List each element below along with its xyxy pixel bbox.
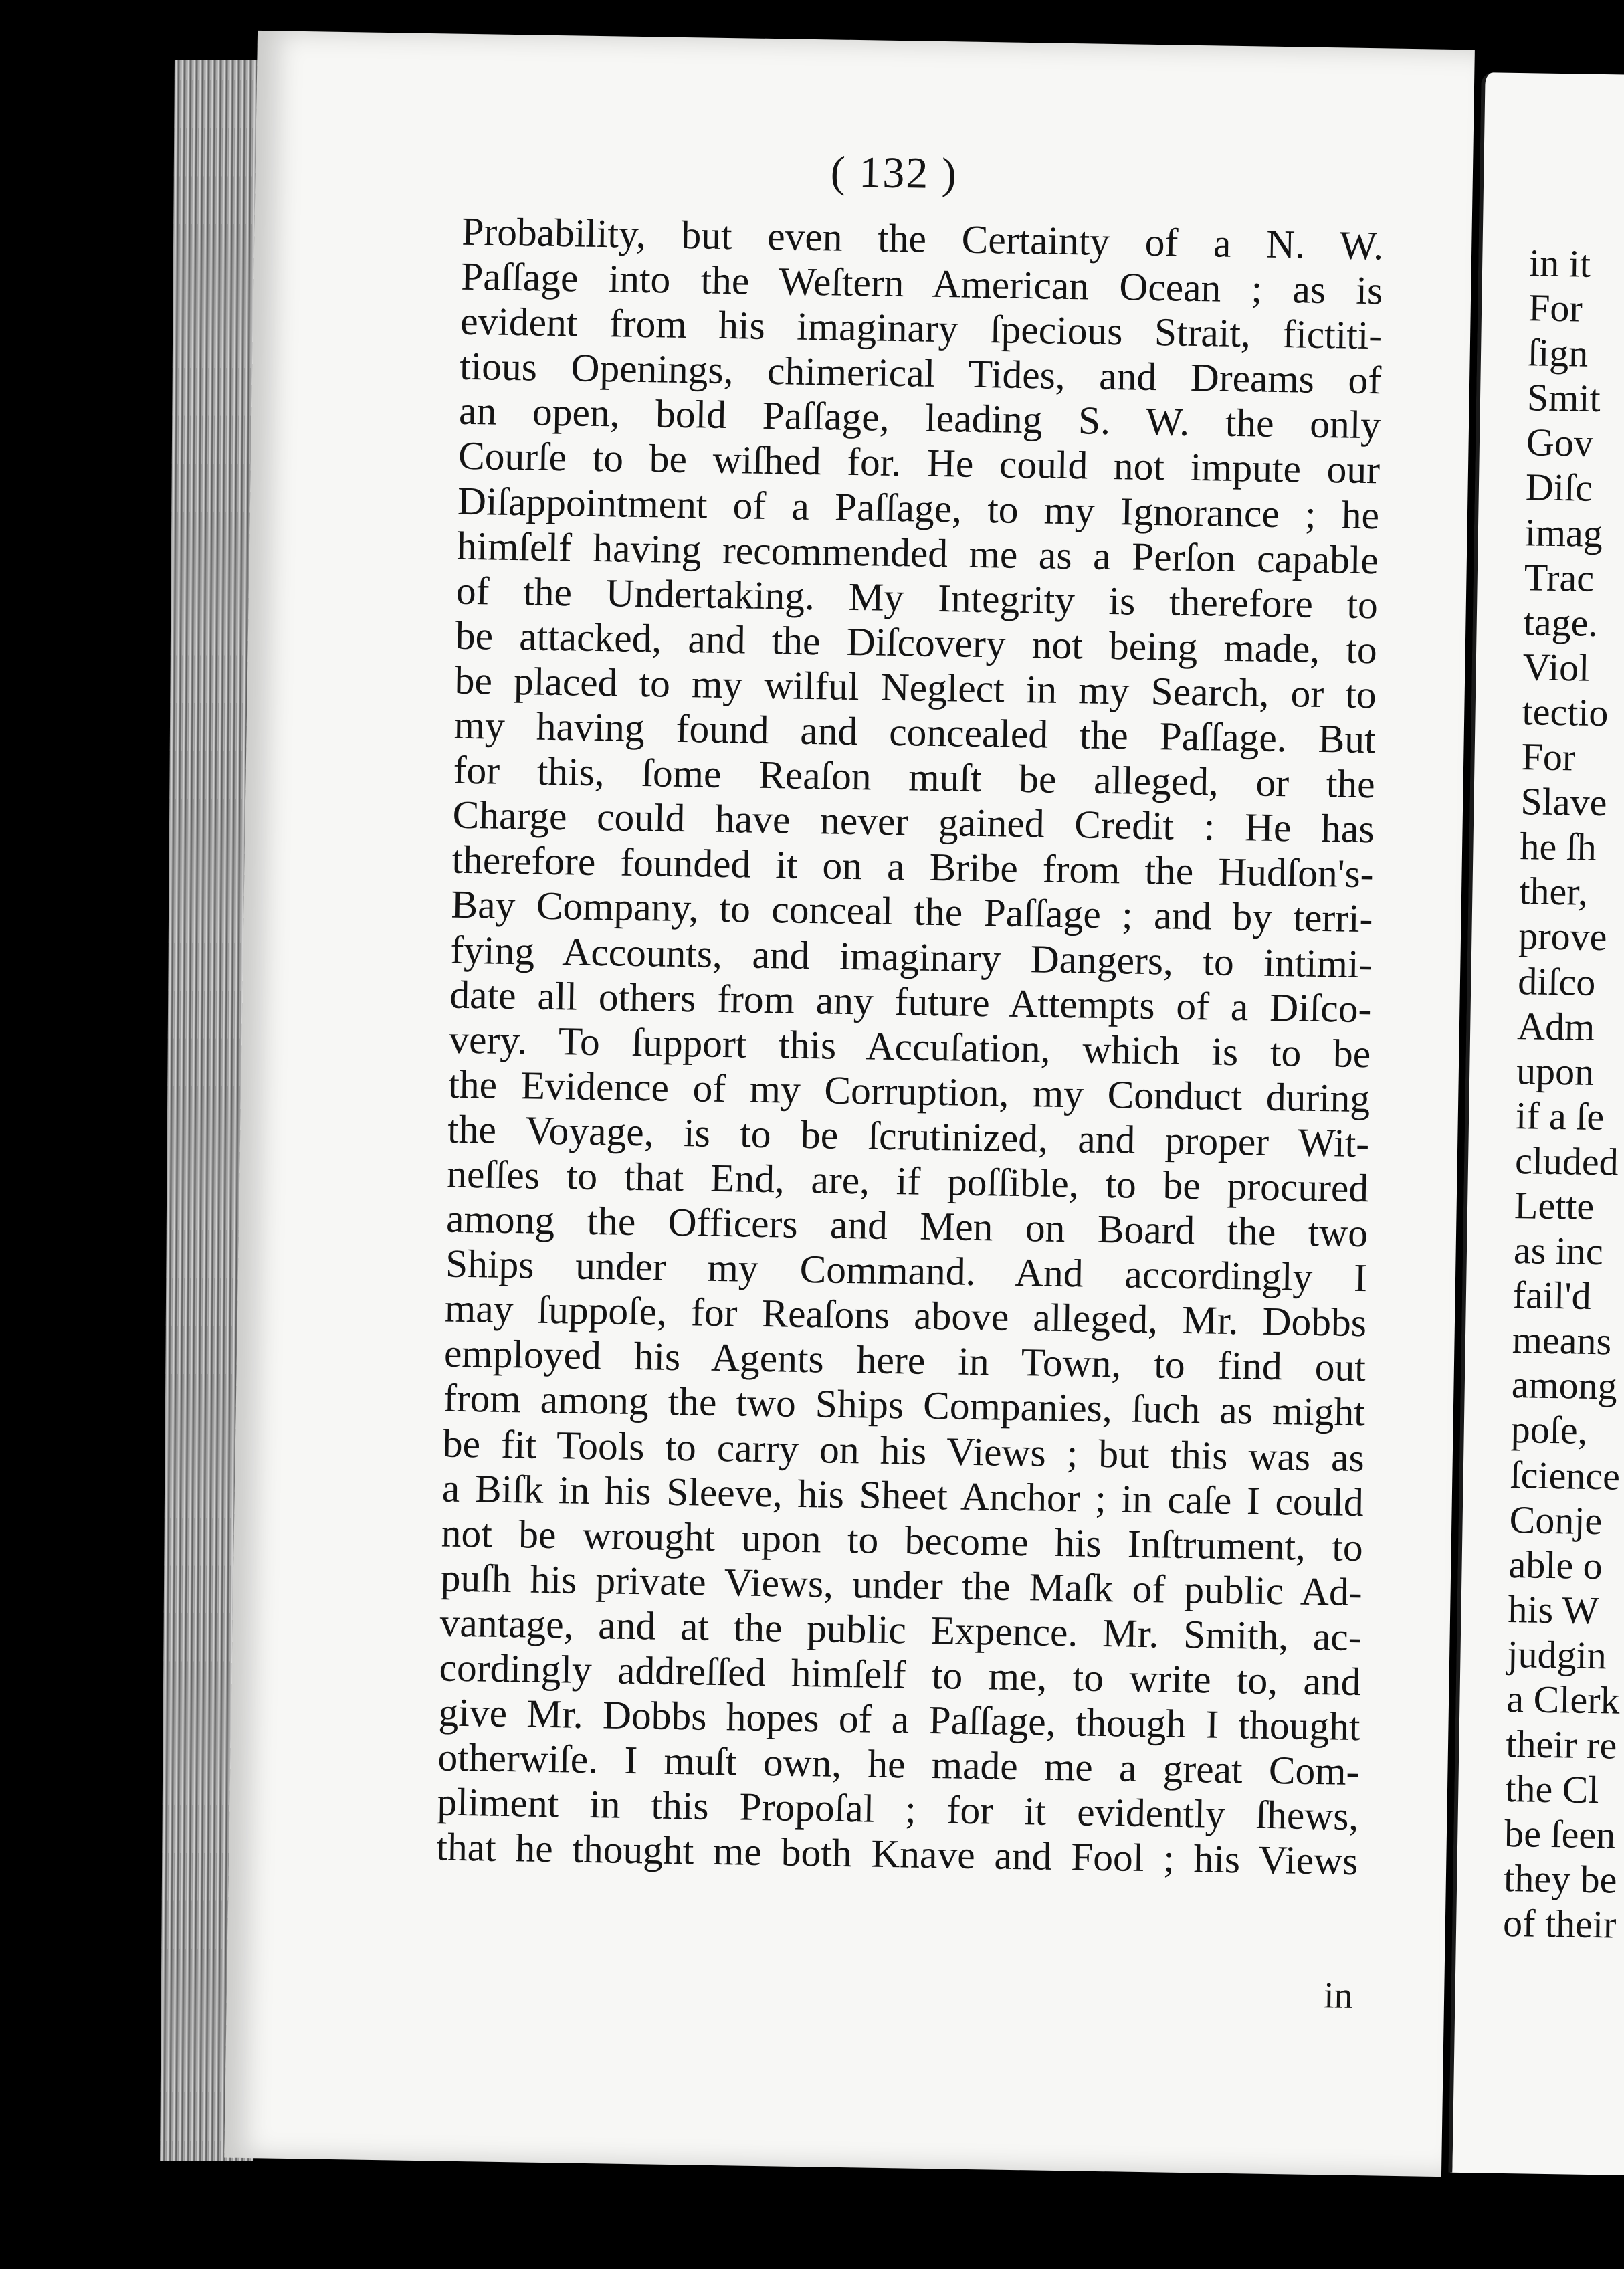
text-line: be ſeen — [1504, 1811, 1616, 1857]
text-line: ſign — [1527, 330, 1589, 375]
text-line: For — [1521, 734, 1576, 779]
text-line: from among the two Ships Companies, ſuch as might — [443, 1375, 1366, 1435]
text-line: may ſuppoſe, for Reaſons above alleged, Mr. Dobbs — [444, 1286, 1367, 1345]
text-line: be fit Tools to carry on his Views ; but this was as — [442, 1421, 1365, 1480]
left-page — [224, 31, 1475, 2177]
facing-page-text — [1503, 240, 1624, 1949]
text-line: of the Undertaking. My Integrity is therefore to — [455, 568, 1379, 627]
text-line: if a ſe — [1515, 1093, 1605, 1139]
text-line: in it — [1528, 241, 1591, 286]
text-line: fying Accounts, and imaginary Dangers, to intimi- — [450, 927, 1373, 986]
text-line: otherwiſe. I muſt own, he made me a great Com- — [437, 1735, 1360, 1794]
text-line: ſcience — [1510, 1452, 1621, 1498]
text-line: as inc — [1513, 1228, 1604, 1274]
text-line: a Clerk — [1506, 1677, 1621, 1722]
text-line: date all others from any future Attempts of a Diſco- — [449, 972, 1372, 1031]
text-line: upon — [1516, 1048, 1595, 1094]
text-line: puſh his private Views, under the Maſk of public Ad- — [440, 1555, 1363, 1614]
text-line: tage. — [1523, 599, 1599, 645]
text-line: of their — [1502, 1901, 1617, 1947]
text-line: Conje — [1509, 1497, 1603, 1543]
text-line: Charge could have never gained Credit : He has — [452, 792, 1375, 852]
text-line: therefore founded it on a Bribe from the Hudſon's- — [451, 837, 1375, 896]
text-line: Diſc — [1525, 465, 1593, 510]
text-line: cluded — [1514, 1138, 1619, 1184]
text-line: Trac — [1524, 555, 1595, 600]
text-line: employed his Agents here in Town, to find out — [443, 1330, 1366, 1390]
text-line: able o — [1508, 1542, 1603, 1587]
text-line: give Mr. Dobbs hopes of a Paſſage, though I thought — [438, 1690, 1360, 1749]
text-line: among — [1511, 1363, 1618, 1408]
text-line: fail'd — [1512, 1273, 1592, 1318]
facing-page — [1448, 72, 1624, 2175]
text-line: Viol — [1522, 645, 1590, 690]
text-line: the Voyage, is to be ſcrutinized, and proper Wit- — [447, 1106, 1370, 1166]
text-line: vantage, and at the public Expence. Mr. Smith, ac- — [439, 1600, 1362, 1660]
text-line: tious Openings, chimerical Tides, and Dreams of — [459, 343, 1382, 403]
text-line: the Cl — [1504, 1767, 1600, 1812]
text-line: Ships under my Command. And accordingly I — [445, 1241, 1368, 1300]
text-line: Lette — [1514, 1183, 1595, 1228]
text-line: Courſe to be wiſhed for. He could not impute our — [458, 433, 1381, 492]
text-line: my having found and concealed the Paſſage. But — [453, 702, 1377, 762]
text-line: among the Officers and Men on Board the two — [445, 1196, 1368, 1256]
text-line: poſe, — [1510, 1407, 1588, 1453]
text-line: Diſappointment of a Paſſage, to my Ignorance ; he — [457, 478, 1380, 537]
text-line: for this, ſome Reaſon muſt be alleged, or the — [453, 747, 1376, 807]
text-line: Smit — [1526, 375, 1601, 421]
text-line: an open, bold Paſſage, leading S. W. the only — [458, 389, 1381, 448]
text-line: diſco — [1517, 959, 1596, 1004]
body-text — [436, 209, 1384, 1884]
text-line: tectio — [1522, 690, 1609, 735]
text-line: Bay Company, to conceal the Paſſage ; and by terri- — [451, 882, 1373, 941]
text-line: very. To ſupport this Accuſation, which is to be — [448, 1017, 1371, 1076]
text-line: the Evidence of my Corruption, my Conduct during — [447, 1062, 1371, 1120]
text-line: himſelf having recommended me as a Perſon capable — [456, 523, 1379, 582]
text-line: they be — [1503, 1856, 1617, 1902]
text-line: Probability, but even the Certainty of a N. W. — [461, 209, 1384, 268]
text-line: be attacked, and the Diſcovery not being made, to — [455, 613, 1378, 672]
text-line: their re — [1505, 1722, 1617, 1767]
text-line: imag — [1524, 510, 1603, 555]
text-line: means — [1512, 1318, 1612, 1363]
text-line: not be wrought upon to become his Inſtrument, to — [441, 1510, 1364, 1569]
text-line: he ſh — [1520, 824, 1597, 870]
text-line: Adm — [1516, 1003, 1595, 1049]
text-line: judgin — [1507, 1632, 1607, 1678]
text-line: that he thought me both Knave and Fool ; his Views — [435, 1824, 1358, 1884]
page-number: ( 132 ) — [830, 147, 958, 199]
text-line: a Biſk in his Sleeve, his Sheet Anchor ; in caſe I could — [441, 1466, 1364, 1524]
catchword: in — [1323, 1975, 1354, 2017]
text-line: be placed to my wilful Neglect in my Search, or to — [454, 658, 1377, 717]
text-line: neſſes to that End, are, if poſſible, to be procured — [446, 1151, 1369, 1211]
text-line: evident from his imaginary ſpecious Strait, fictiti- — [460, 298, 1383, 358]
text-line: his W — [1508, 1587, 1599, 1632]
text-line: prove — [1518, 914, 1607, 959]
text-line: cordingly addreſſed himſelf to me, to write to, and — [439, 1645, 1362, 1704]
text-line: Gov — [1526, 420, 1594, 466]
text-line: ther, — [1518, 869, 1589, 914]
text-line: Paſſage into the Weſtern American Ocean ; as is — [460, 254, 1383, 313]
text-line: pliment in this Propoſal ; for it evidently ſhews, — [437, 1779, 1359, 1839]
text-line: For — [1528, 286, 1583, 330]
text-line: Slave — [1520, 779, 1607, 825]
